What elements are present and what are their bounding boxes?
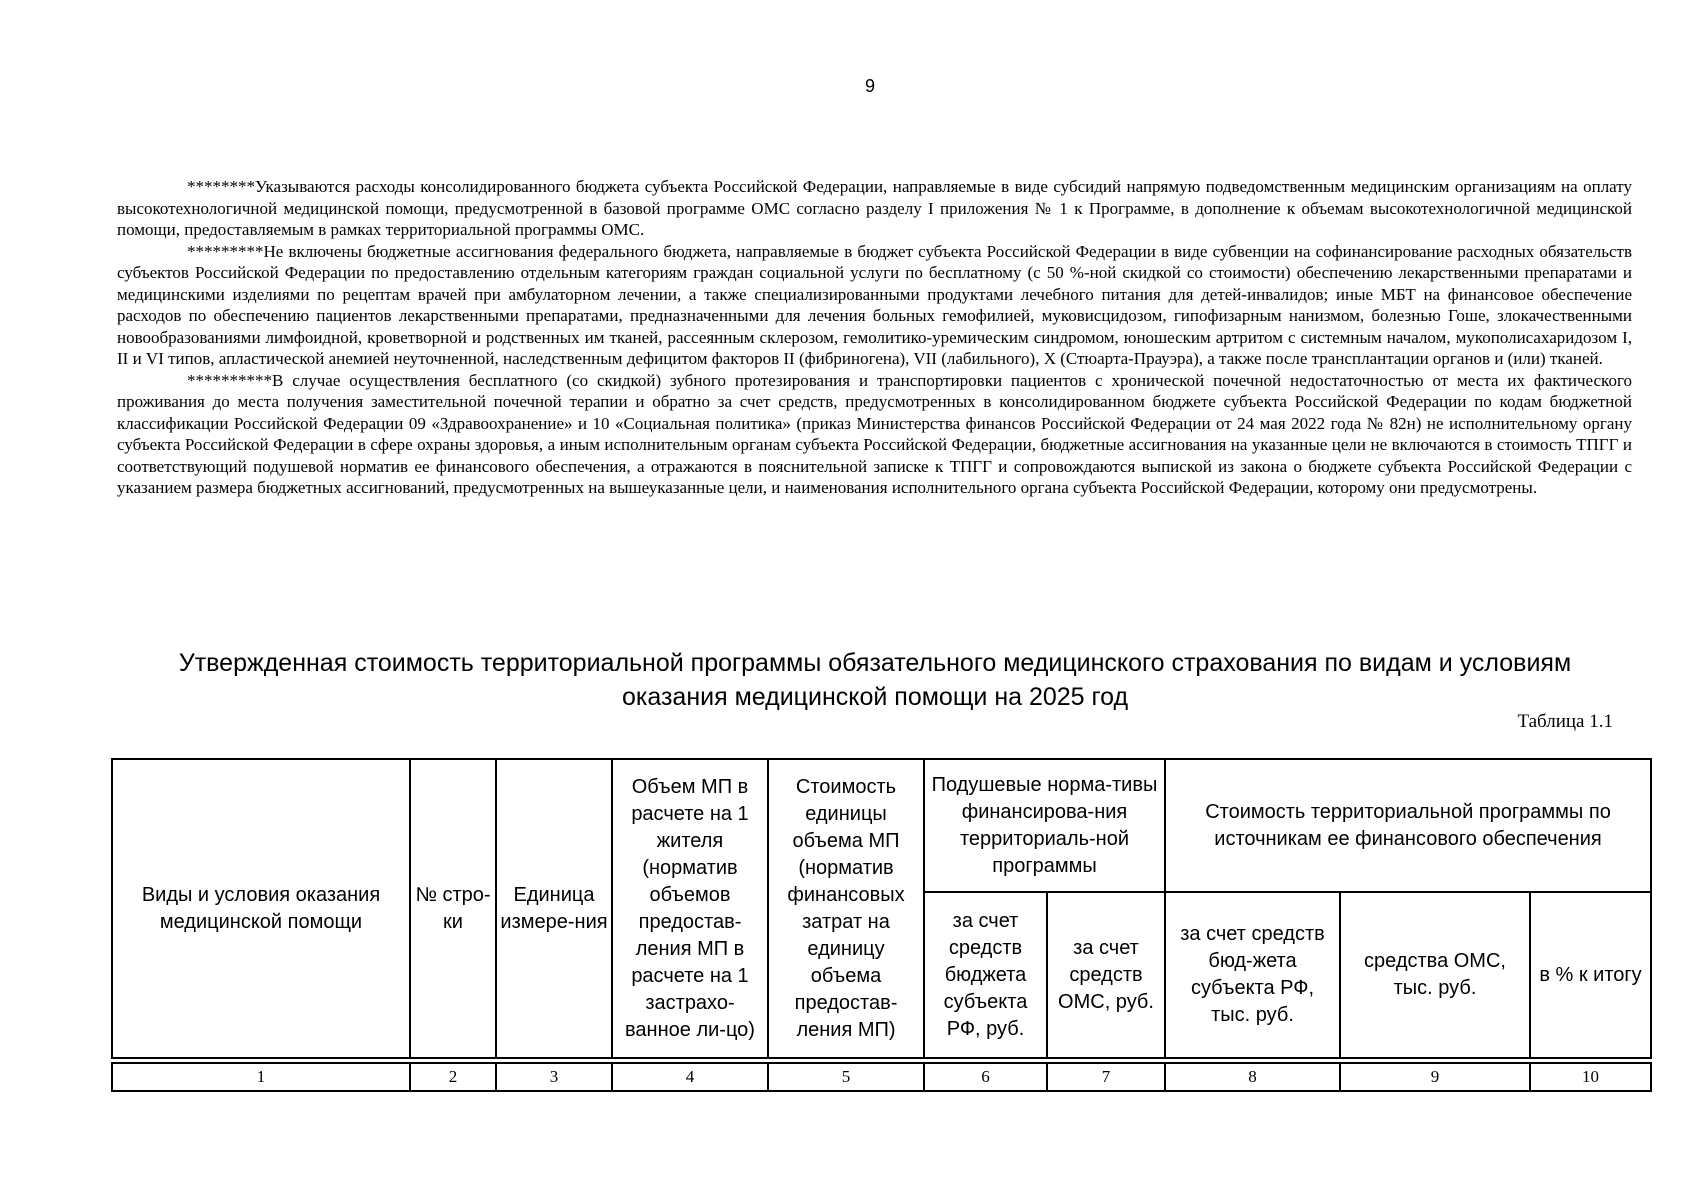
footnote-9-stars: *********Не включены бюджетные ассигнования федерального бюджета, направляемые в бюджет субъекта Российской Федерации в виде субвенции на софинансирование расходных обязательств субъектов Российской Федерации по предоставлению отдельным категориям граждан социальной услуги по бесплатному (с 50 %-ной скидкой со стоимости) обеспечению лекарственными препаратами и медицинскими изделиями по рецептам врачей при амбулаторном лечении, а также специализированными продуктами лечебного питания для детей-инвалидов; иные МБТ на финансовое обеспечение расходов по обеспечению пациентов лекарственными препаратами, предназначенными для лечения больных гемофилией, муковисцидозом, гипофизарным нанизмом, болезнью Гоше, злокачественными новообразованиями лимфоидной, кроветворной и родственных им тканей, рассеянным склерозом, гемолитико-уремическим синдромом, юношеским артритом с системным началом, мукополисахаридозом I, II и VI типов, апластической анемией неуточненной, наследственным дефицитом факторов II (фибриногена), VII (лабильного), X (Стюарта-Прауэра), а также после трансплантации органов и (или) тканей.: [117, 241, 1632, 368]
column-number: 8: [1165, 1063, 1340, 1091]
column-number: 3: [496, 1063, 612, 1091]
header-budget-rub: за счет средств бюджета субъекта РФ, руб.: [924, 892, 1047, 1058]
column-number: 6: [924, 1063, 1047, 1091]
column-number: 2: [410, 1063, 496, 1091]
table-label: Таблица 1.1: [1517, 711, 1613, 732]
header-unit: Единица измере-ния: [496, 759, 612, 1058]
page-number: 9: [864, 76, 875, 96]
column-number-row: [112, 1063, 1651, 1091]
table-title-line-1: Утвержденная стоимость территориальной программы обязательного медицинского страхования по видам и условиям: [178, 649, 1572, 677]
column-number: 1: [112, 1063, 410, 1091]
column-number: 7: [1047, 1063, 1165, 1091]
footnotes: [117, 176, 1632, 499]
column-number: 5: [768, 1063, 924, 1091]
column-number: 9: [1340, 1063, 1530, 1091]
header-unit-cost: Стоимость единицы объема МП (норматив финансовых затрат на единицу объема предостав-ления МП): [768, 759, 924, 1058]
header-percent-of-total: в % к итогу: [1530, 892, 1651, 1058]
header-volume-per-resident: Объем МП в расчете на 1 жителя (норматив объемов предостав-ления МП в расчете на 1 застрахо-ванное ли-цо): [612, 759, 768, 1058]
header-kinds-and-conditions: Виды и условия оказания медицинской помощи: [112, 759, 410, 1058]
table-title: [110, 646, 1640, 714]
column-number: 10: [1530, 1063, 1651, 1091]
header-row-number: № стро-ки: [410, 759, 496, 1058]
header-budget-thousand-rub: за счет средств бюд-жета субъекта РФ, тыс. руб.: [1165, 892, 1340, 1058]
header-row-top: [112, 759, 1651, 892]
cost-table: [111, 758, 1652, 1092]
header-program-cost-by-source: Стоимость территориальной программы по источникам ее финансового обеспечения: [1165, 759, 1651, 892]
table-title-line-2: оказания медицинской помощи на 2025 год: [621, 683, 1129, 711]
footnote-8-stars: ********Указываются расходы консолидированного бюджета субъекта Российской Федерации, направляемые в виде субсидий напрямую подведомственным медицинским организациям на оплату высокотехнологичной медицинской помощи, предусмотренной в базовой программе ОМС согласно разделу I приложения № 1 к Программе, в дополнение к объемам высокотехнологичной медицинской помощи, предоставляемым в рамках территориальной программы ОМС.: [117, 177, 1632, 239]
column-number: 4: [612, 1063, 768, 1091]
header-oms-thousand-rub: средства ОМС, тыс. руб.: [1340, 892, 1530, 1058]
header-per-capita-standards: Подушевые норма-тивы финансирова-ния территориаль-ной программы: [924, 759, 1165, 892]
footnote-10-stars: **********В случае осуществления бесплатного (со скидкой) зубного протезирования и транспортировки пациентов с хронической почечной недостаточностью от места их фактического проживания до места получения заместительной почечной терапии и обратно за счет средств, предусмотренных в консолидированном бюджете субъекта Российской Федерации по кодам бюджетной классификации Российской Федерации 09 «Здравоохранение» и 10 «Социальная политика» (приказ Министерства финансов Российской Федерации от 24 мая 2022 года № 82н) не исполнительному органу субъекта Российской Федерации в сфере охраны здоровья, а иным исполнительным органам субъекта Российской Федерации, бюджетные ассигнования на указанные цели не включаются в стоимость ТПГГ и соответствующий подушевой норматив ее финансового обеспечения, а отражаются в пояснительной записке к ТПГГ и сопровождаются выпиской из закона о бюджете субъекта Российской Федерации с указанием размера бюджетных ассигнований, предусмотренных на вышеуказанные цели, и наименования исполнительного органа субъекта Российской Федерации, которому они предусмотрены.: [117, 370, 1632, 497]
header-oms-rub: за счет средств ОМС, руб.: [1047, 892, 1165, 1058]
